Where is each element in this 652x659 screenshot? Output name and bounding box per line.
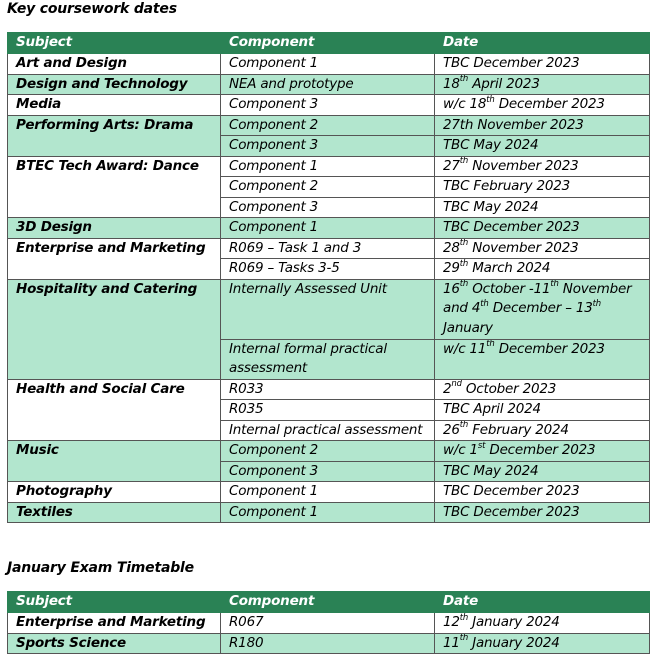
date-ordinal: th <box>459 156 469 166</box>
date-part: October 2023 <box>461 380 557 397</box>
component-cell: Component 3 <box>221 197 435 218</box>
header-date: Date <box>435 592 650 613</box>
subject-cell: Sports Science <box>8 633 221 654</box>
header-component: Component <box>221 592 435 613</box>
component-cell: Component 3 <box>221 136 435 157</box>
coursework-table <box>7 32 650 523</box>
date-part: 11 <box>443 634 460 651</box>
table-row <box>8 613 650 634</box>
date-cell <box>435 633 650 654</box>
date-ordinal: th <box>486 94 495 105</box>
date-part: w/c 1 <box>443 442 478 458</box>
subject-cell: 3D Design <box>8 218 221 239</box>
date-ordinal: th <box>459 238 469 248</box>
subject-cell: Health and Social Care <box>8 379 221 441</box>
date-cell: TBC December 2023 <box>435 54 650 75</box>
component-cell: Internal formal practical assessment <box>221 339 435 379</box>
table-row <box>8 95 650 116</box>
table-row <box>8 156 650 177</box>
subject-cell: Hospitality and Catering <box>8 279 221 379</box>
date-part: November and 4 <box>443 280 632 316</box>
date-cell <box>435 441 650 462</box>
date-ordinal: st <box>477 440 486 451</box>
date-part: 28 <box>443 239 460 256</box>
date-ordinal: th <box>592 298 601 309</box>
date-part: 18 <box>443 75 460 92</box>
date-cell: TBC December 2023 <box>435 502 650 523</box>
date-part: April 2023 <box>468 75 540 92</box>
date-ordinal: th <box>459 74 469 84</box>
component-cell: Internally Assessed Unit <box>221 279 435 339</box>
date-part: December 2023 <box>494 96 605 112</box>
component-cell: R067 <box>221 613 435 634</box>
date-cell: 27th November 2023 <box>435 115 650 136</box>
date-cell <box>435 339 650 379</box>
table-row <box>8 238 650 259</box>
date-part: January 2024 <box>468 614 560 630</box>
subject-cell: Art and Design <box>8 54 221 75</box>
date-ordinal: th <box>459 633 469 643</box>
date-cell <box>435 613 650 634</box>
component-cell: Component 1 <box>221 218 435 239</box>
subject-cell: Media <box>8 95 221 116</box>
date-part: 12 <box>443 614 460 630</box>
subject-cell: Textiles <box>8 502 221 523</box>
date-cell <box>435 379 650 400</box>
header-subject: Subject <box>8 33 221 54</box>
date-cell: TBC May 2024 <box>435 136 650 157</box>
subject-cell: Performing Arts: Drama <box>8 115 221 156</box>
date-part: w/c 11 <box>443 340 487 357</box>
component-cell: Internal practical assessment <box>221 420 435 441</box>
date-part: November 2023 <box>468 157 579 174</box>
subject-cell: Photography <box>8 482 221 503</box>
table-header-row <box>8 592 650 613</box>
table-row <box>8 482 650 503</box>
date-ordinal: th <box>459 420 469 430</box>
subject-cell: Design and Technology <box>8 74 221 95</box>
component-cell: R180 <box>221 633 435 654</box>
component-cell: Component 2 <box>221 441 435 462</box>
date-part: 2 <box>443 380 452 397</box>
date-cell: TBC February 2023 <box>435 177 650 198</box>
table-row <box>8 218 650 239</box>
table-row <box>8 441 650 462</box>
date-cell: TBC December 2023 <box>435 218 650 239</box>
date-part: January 2024 <box>468 634 560 651</box>
date-cell: TBC May 2024 <box>435 197 650 218</box>
table-row <box>8 115 650 136</box>
component-cell: Component 3 <box>221 461 435 482</box>
date-part: 29 <box>443 260 460 276</box>
date-cell <box>435 279 650 339</box>
date-cell <box>435 95 650 116</box>
date-cell: TBC April 2024 <box>435 400 650 421</box>
subject-cell: Music <box>8 441 221 482</box>
subject-cell: BTEC Tech Award: Dance <box>8 156 221 218</box>
date-ordinal: th <box>486 339 495 349</box>
header-date: Date <box>435 33 650 54</box>
component-cell: R069 – Tasks 3-5 <box>221 259 435 280</box>
component-cell: Component 1 <box>221 156 435 177</box>
exam-table <box>7 591 650 654</box>
date-part: November 2023 <box>468 239 579 256</box>
date-ordinal: th <box>459 258 469 269</box>
component-cell: R069 – Task 1 and 3 <box>221 238 435 259</box>
table-row <box>8 74 650 95</box>
component-cell: Component 2 <box>221 115 435 136</box>
date-part: 16 <box>443 280 460 297</box>
subject-cell: Enterprise and Marketing <box>8 613 221 634</box>
coursework-title: Key coursework dates <box>7 1 177 17</box>
date-cell: TBC May 2024 <box>435 461 650 482</box>
date-ordinal: th <box>459 279 469 289</box>
component-cell: R033 <box>221 379 435 400</box>
component-cell: Component 3 <box>221 95 435 116</box>
table-row <box>8 279 650 339</box>
date-ordinal: th <box>480 298 489 309</box>
table-row <box>8 54 650 75</box>
component-cell: NEA and prototype <box>221 74 435 95</box>
date-cell: TBC December 2023 <box>435 482 650 503</box>
date-cell <box>435 156 650 177</box>
component-cell: Component 2 <box>221 177 435 198</box>
date-part: w/c 18 <box>443 96 487 112</box>
component-cell: Component 1 <box>221 54 435 75</box>
date-ordinal: th <box>459 612 469 623</box>
component-cell: R035 <box>221 400 435 421</box>
table-row <box>8 502 650 523</box>
date-cell <box>435 420 650 441</box>
date-part: February 2024 <box>468 421 569 438</box>
date-part: 27 <box>443 157 460 174</box>
date-cell <box>435 74 650 95</box>
date-part: December 2023 <box>494 340 605 357</box>
table-header-row <box>8 33 650 54</box>
date-part: January <box>443 319 493 336</box>
date-part: December – 13 <box>488 300 593 316</box>
date-part: 26 <box>443 421 460 438</box>
header-subject: Subject <box>8 592 221 613</box>
date-cell <box>435 259 650 280</box>
table-row <box>8 633 650 654</box>
exam-timetable-title: January Exam Timetable <box>7 560 194 576</box>
table-row <box>8 379 650 400</box>
date-part: December 2023 <box>485 442 596 458</box>
date-ordinal: th <box>550 279 559 289</box>
date-ordinal: nd <box>451 379 462 389</box>
header-component: Component <box>221 33 435 54</box>
date-part: October -11 <box>468 280 551 297</box>
subject-cell: Enterprise and Marketing <box>8 238 221 279</box>
date-part: March 2024 <box>468 260 551 276</box>
component-cell: Component 1 <box>221 502 435 523</box>
component-cell: Component 1 <box>221 482 435 503</box>
date-cell <box>435 238 650 259</box>
